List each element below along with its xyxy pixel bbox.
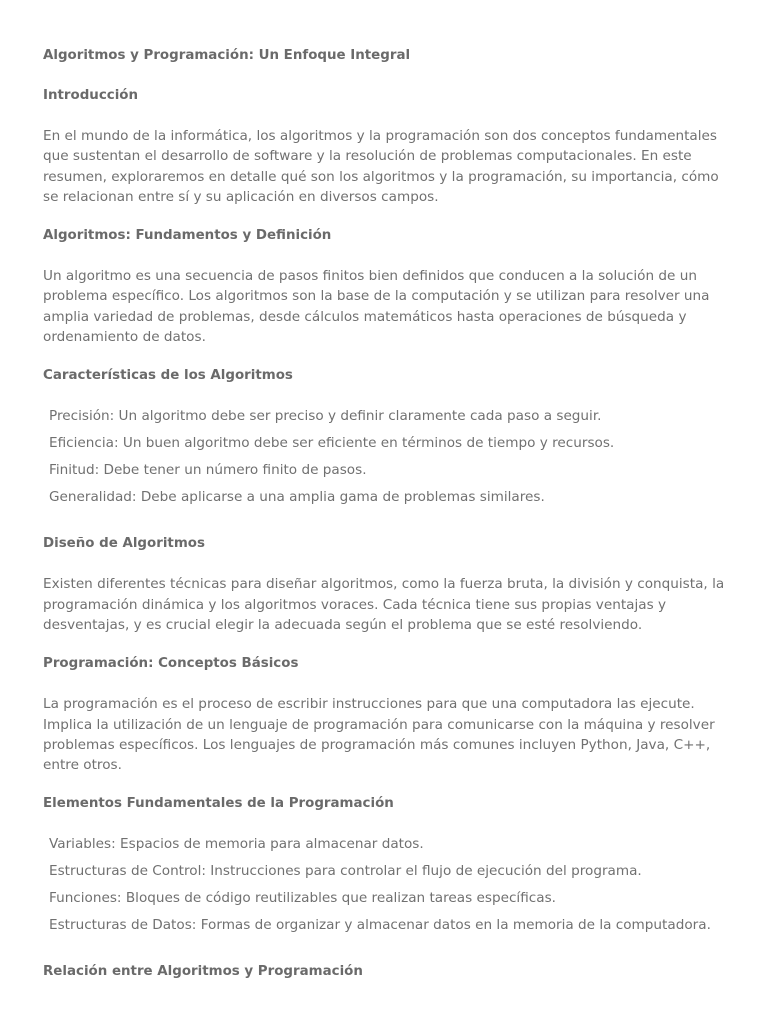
document-body	[43, 46, 733, 982]
list-item: Funciones: Bloques de código reutilizables que realizan tareas específicas.	[49, 890, 556, 907]
heading-programacion: Programación: Conceptos Básicos	[43, 656, 299, 672]
list-item: Generalidad: Debe aplicarse a una amplia gama de problemas similares.	[49, 489, 545, 506]
heading-relacion: Relación entre Algoritmos y Programación	[43, 964, 363, 980]
paragraph-diseno: Existen diferentes técnicas para diseñar algoritmos, como la fuerza bruta, la división y conquista, la programación dinámica y los algoritmos voraces. Cada técnica tiene sus propias ventajas y desventajas, y es crucial elegir la adecuada según el problema que se esté resolviendo.	[43, 576, 725, 633]
list-item: Precisión: Un algoritmo debe ser preciso y definir claramente cada paso a seguir.	[49, 408, 602, 425]
heading-introduccion: Introducción	[43, 88, 139, 103]
heading-elementos: Elementos Fundamentales de la Programación	[43, 796, 394, 812]
heading-diseno: Diseño de Algoritmos	[43, 536, 205, 552]
list-item: Variables: Espacios de memoria para almacenar datos.	[49, 836, 424, 853]
document-title: Algoritmos y Programación: Un Enfoque Integral	[43, 48, 411, 63]
paragraph-fundamentos: Un algoritmo es una secuencia de pasos finitos bien definidos que conducen a la solución de un problema específico. Los algoritmos son la base de la computación y se utilizan para resolver una amplia variedad de problemas, desde cálculos matemáticos hasta operaciones de búsqueda y ordenamiento de datos.	[43, 268, 710, 346]
list-item: Finitud: Debe tener un número finito de pasos.	[49, 462, 367, 479]
heading-caracteristicas: Características de los Algoritmos	[43, 368, 293, 384]
list-caracteristicas	[43, 406, 733, 514]
heading-fundamentos: Algoritmos: Fundamentos y Definición	[43, 228, 332, 244]
list-elementos	[43, 834, 733, 942]
list-item: Eficiencia: Un buen algoritmo debe ser eficiente en términos de tiempo y recursos.	[49, 435, 615, 452]
paragraph-introduccion: En el mundo de la informática, los algoritmos y la programación son dos conceptos fundamentales que sustentan el desarrollo de software y la resolución de problemas computacionales. En este resumen, exploraremos en detalle qué son los algoritmos y la programación, su importancia, cómo se relacionan entre sí y su aplicación en diversos campos.	[43, 128, 719, 205]
paragraph-programacion: La programación es el proceso de escribir instrucciones para que una computadora las ejecute. Implica la utilización de un lenguaje de programación para comunicarse con la máquina y resolver problemas específicos. Los lenguajes de programación más comunes incluyen Python, Java, C++, entre otros.	[43, 696, 715, 774]
list-item: Estructuras de Datos: Formas de organizar y almacenar datos en la memoria de la computadora.	[49, 917, 711, 934]
list-item: Estructuras de Control: Instrucciones para controlar el flujo de ejecución del programa.	[49, 863, 642, 880]
